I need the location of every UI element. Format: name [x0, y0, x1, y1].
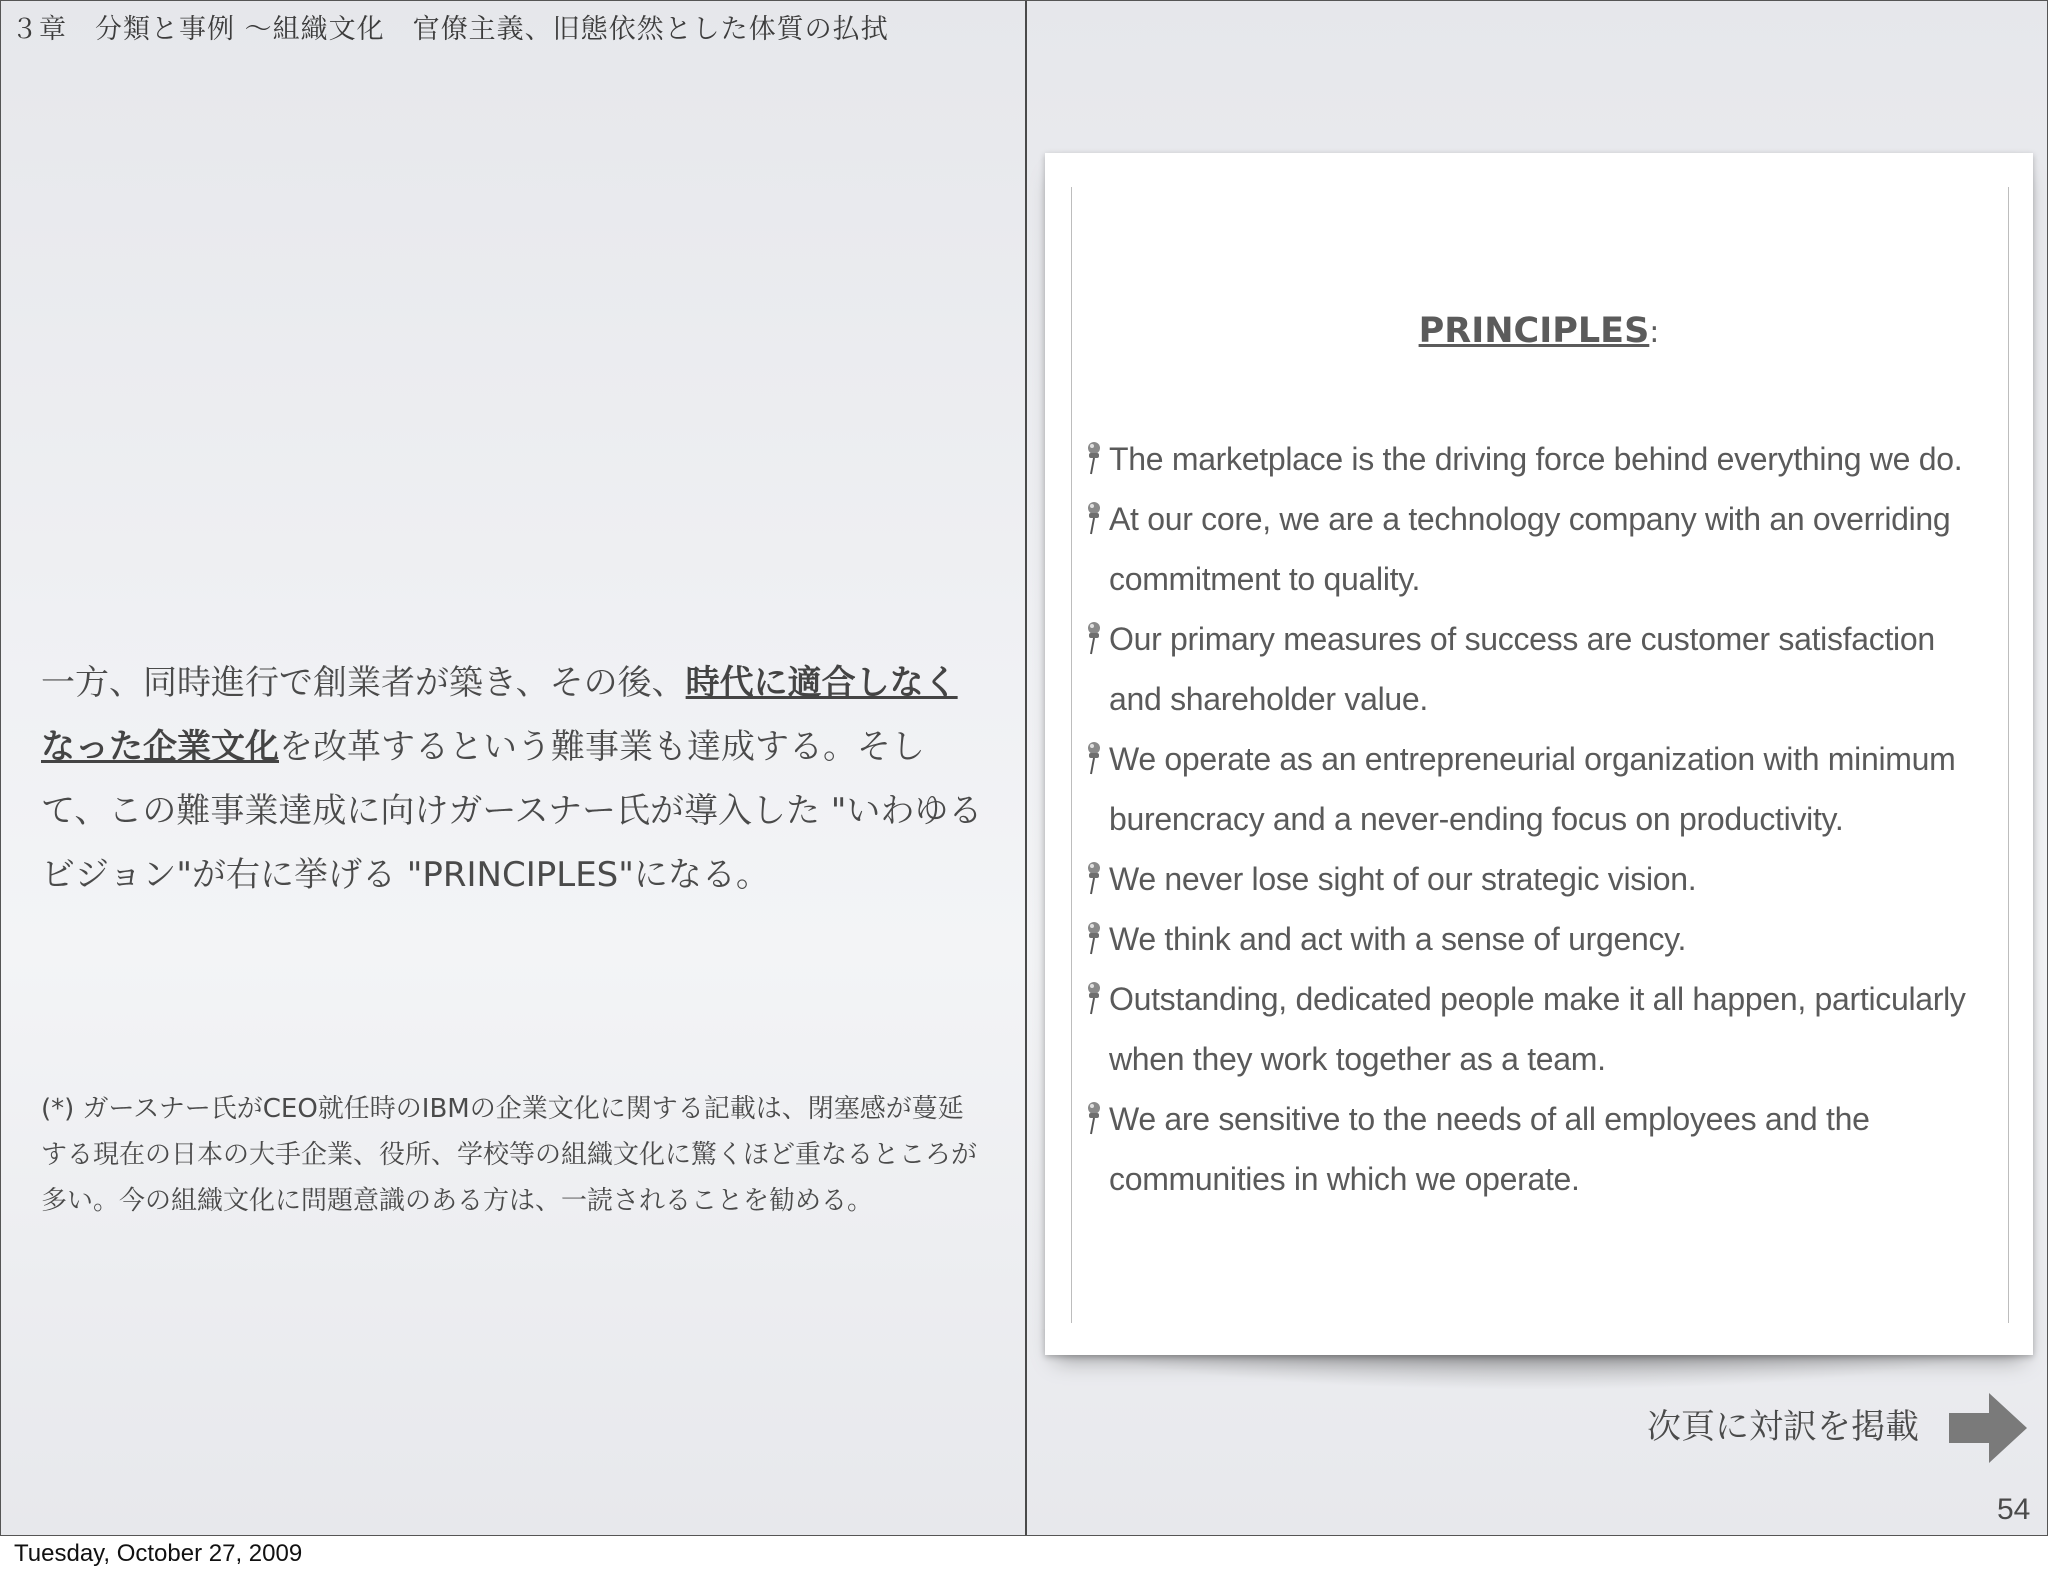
pushpin-icon: [1083, 861, 1103, 895]
page-divider: [1025, 1, 1027, 1535]
pushpin-icon: [1083, 921, 1103, 955]
principle-line1: We never lose sight of our strategic vision.: [1109, 861, 1697, 897]
pushpin-icon: [1083, 1101, 1103, 1135]
pushpin-icon: [1083, 741, 1103, 775]
principle-line1: Outstanding, dedicated people make it all happen, particularly: [1109, 981, 1966, 1017]
slide-title: ３章 分類と事例 〜組織文化 官僚主義、旧態依然とした体質の払拭: [11, 14, 889, 45]
pushpin-icon: [1083, 621, 1103, 655]
principle-item: [1083, 1089, 2013, 1209]
main-text-part2: を改革するという難事業も達成する。そして、この難事業達成に向けガースナー氏が導入した "いわゆるビジョン"が右に挙げる "PRINCIPLES"になる。: [41, 727, 983, 895]
principles-list: [1083, 429, 2013, 1209]
principle-line1: We are sensitive to the needs of all employees and the: [1109, 1101, 1870, 1137]
principle-item: [1083, 849, 2013, 909]
principle-item: [1083, 609, 2013, 729]
date-footer: Tuesday, October 27, 2009: [14, 1540, 303, 1567]
pushpin-icon: [1083, 981, 1103, 1015]
principle-line1: Our primary measures of success are customer satisfaction: [1109, 621, 1935, 657]
principle-line2: communities in which we operate.: [1109, 1161, 1580, 1197]
principle-item: [1083, 489, 2013, 609]
principle-line2: when they work together as a team.: [1109, 1041, 1606, 1077]
main-text-emphasis: 時代に適合しなくなった企業文化: [41, 663, 958, 767]
principle-item: [1083, 729, 2013, 849]
card-heading-colon: :: [1649, 315, 1660, 350]
arrow-right-icon[interactable]: [1947, 1391, 2029, 1465]
main-paragraph: [41, 651, 991, 907]
principle-line1: We operate as an entrepreneurial organization with minimum: [1109, 741, 1956, 777]
principle-line1: At our core, we are a technology company with an overriding: [1109, 501, 1951, 537]
principle-line2: burencracy and a never-ending focus on productivity.: [1109, 801, 1844, 837]
principle-line1: We think and act with a sense of urgency.: [1109, 921, 1687, 957]
principle-item: [1083, 429, 2013, 489]
principle-item: [1083, 969, 2013, 1089]
card-heading-text: PRINCIPLES: [1418, 311, 1650, 351]
principle-line2: commitment to quality.: [1109, 561, 1421, 597]
page-number: 54: [1997, 1493, 2031, 1526]
card-heading: [1045, 311, 2033, 351]
principle-item: [1083, 909, 2013, 969]
principle-line2: and shareholder value.: [1109, 681, 1428, 717]
pushpin-icon: [1083, 441, 1103, 475]
footnote: (*) ガースナー氏がCEO就任時のIBMの企業文化に関する記載は、閉塞感が蔓延する現在の日本の大手企業、役所、学校等の組織文化に驚くほど重なるところが多い。今の組織文化に問題意識のある方は、一読されることを勧める。: [41, 1094, 978, 1216]
pushpin-icon: [1083, 501, 1103, 535]
principles-card: [1045, 153, 2033, 1355]
principle-line1: The marketplace is the driving force behind everything we do.: [1109, 441, 1963, 477]
next-page-label: 次頁に対訳を掲載: [1647, 1407, 1919, 1447]
main-text-part1: 一方、同時進行で創業者が築き、その後、: [41, 663, 686, 703]
